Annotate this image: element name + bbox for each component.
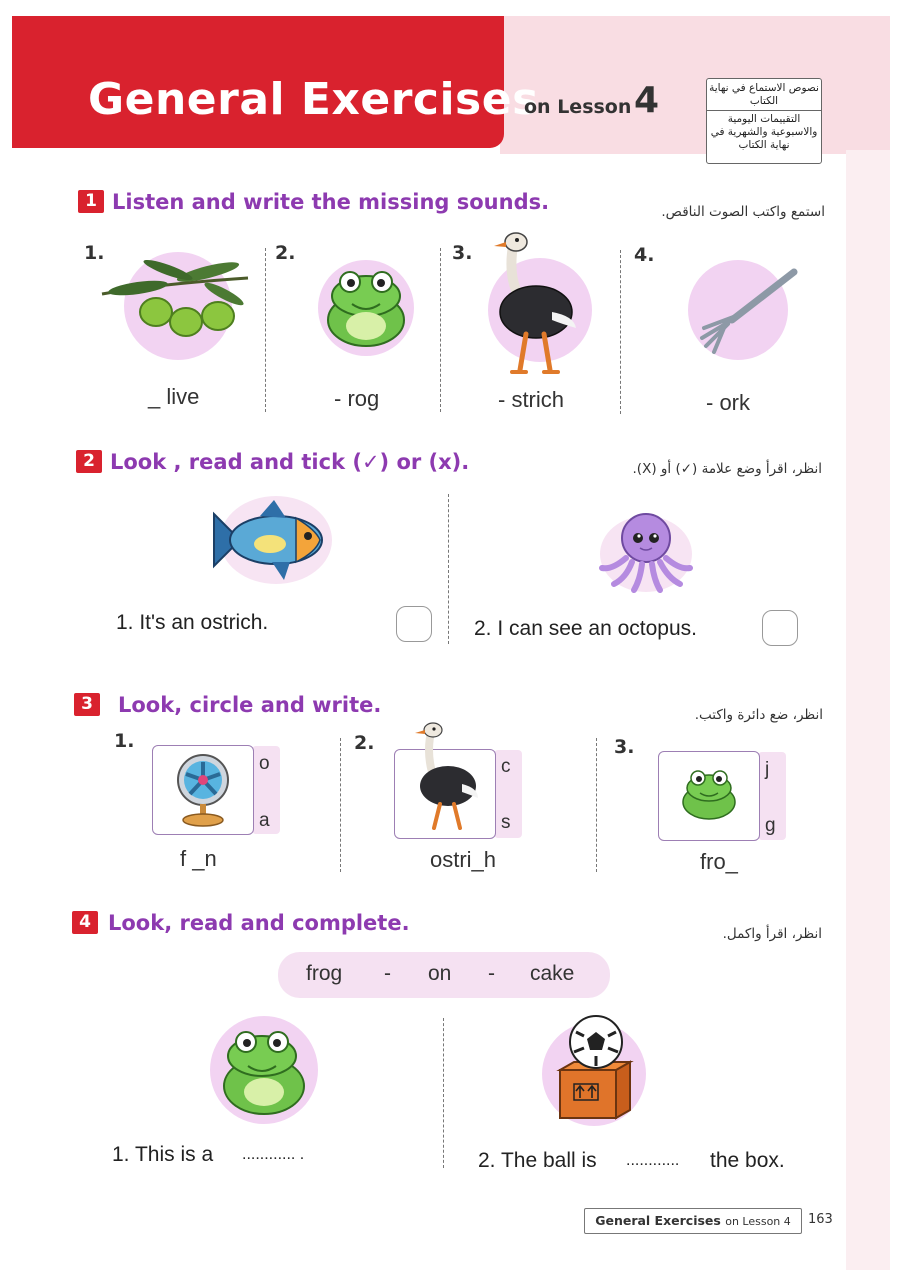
s1-item-4-number: 4. [634, 244, 655, 266]
section-2-number: 2 [76, 450, 102, 473]
page-title: General Exercises [88, 74, 539, 125]
s3-item-3-word: fro_ [700, 849, 738, 874]
section-1-number: 1 [78, 190, 104, 213]
s4-item-2-text-end: the box. [710, 1149, 785, 1172]
s4-item-1-text: 1. This is a [112, 1143, 214, 1166]
footer-label [584, 1208, 802, 1234]
s1-item-1-word: _ live [148, 384, 200, 409]
frog-icon [206, 1014, 322, 1126]
section-2-arabic: انظر، اقرأ وضع علامة (✓) أو (X). [632, 461, 822, 477]
ostrich-icon [486, 230, 596, 380]
fan-icon [172, 752, 234, 828]
word-bank-word: cake [530, 962, 575, 985]
divider [265, 248, 266, 412]
word-bank-word: on [428, 962, 452, 985]
s4-item-1-blank[interactable]: ............ . [242, 1146, 305, 1163]
note-listening-text: نصوص الاستماع في نهاية الكتاب [707, 79, 821, 111]
s3-item-3-number: 3. [614, 736, 635, 758]
section-1-arabic: استمع واكتب الصوت الناقص. [661, 204, 825, 220]
s3-item-2-top-letter[interactable]: c [501, 756, 511, 777]
section-1-title: Listen and write the missing sounds. [112, 190, 550, 214]
word-bank-word: frog [306, 962, 343, 985]
s1-item-3-word: - strich [498, 387, 564, 412]
section-2-title: Look , read and tick (✓) or (x). [110, 450, 470, 474]
divider [340, 738, 341, 872]
lesson-subtitle: on Lesson [524, 96, 632, 118]
divider [448, 494, 449, 644]
s1-item-2-number: 2. [275, 242, 296, 264]
section-3-arabic: انظر، ضع دائرة واكتب. [694, 707, 823, 723]
tick-box[interactable] [762, 610, 798, 646]
s3-item-3-top-letter[interactable]: j [765, 759, 770, 780]
ball-on-box-icon [538, 1014, 650, 1128]
frog-icon [306, 258, 426, 358]
section-3-number: 3 [74, 693, 100, 716]
page-number: 163 [808, 1212, 833, 1227]
s2-item-1-sentence: 1. It's an ostrich. [116, 611, 269, 634]
s3-item-2-bottom-letter[interactable]: s [501, 812, 511, 833]
header-pink-band [500, 16, 890, 154]
fish-icon [200, 490, 340, 590]
tick-box[interactable] [396, 606, 432, 642]
s1-item-4-word: - ork [706, 390, 750, 415]
divider [620, 250, 621, 414]
section-4-arabic: انظر، اقرأ واكمل. [722, 926, 822, 942]
divider [443, 1018, 444, 1168]
fork-icon [684, 258, 804, 362]
s3-item-3-bottom-letter[interactable]: g [765, 815, 776, 836]
footer-title: General Exercises [595, 1213, 721, 1228]
olive-icon [98, 250, 258, 362]
right-margin-strip [846, 150, 890, 1270]
section-4-number: 4 [72, 911, 98, 934]
s3-item-1-word: f _n [180, 846, 217, 871]
s3-item-1-number: 1. [114, 730, 135, 752]
section-4-title: Look, read and complete. [108, 911, 410, 935]
frog-icon [676, 764, 742, 824]
word-bank-separator: - [488, 962, 495, 985]
s3-item-2-number: 2. [354, 732, 375, 754]
s3-item-1-top-letter[interactable]: o [259, 753, 270, 774]
divider [440, 248, 441, 412]
octopus-icon [592, 508, 702, 594]
s1-item-3-number: 3. [452, 242, 473, 264]
s4-item-2-blank[interactable]: ............ [626, 1152, 680, 1169]
section-3-title: Look, circle and write. [118, 693, 382, 717]
s1-item-1-number: 1. [84, 242, 105, 264]
note-assessments-text: التقييمات اليومية والاسبوعية والشهرية في نهاية الكتاب [710, 113, 818, 151]
word-bank-separator: - [384, 962, 391, 985]
ostrich-icon [410, 720, 482, 832]
s2-item-2-sentence: 2. I can see an octopus. [474, 617, 697, 640]
s3-item-1-bottom-letter[interactable]: a [259, 810, 270, 831]
s3-item-2-word: ostri_h [430, 847, 497, 872]
s4-item-2-text: 2. The ball is [478, 1149, 597, 1172]
reference-note-box [706, 78, 822, 164]
footer-lesson: on Lesson 4 [725, 1215, 791, 1228]
lesson-number: 4 [634, 80, 660, 121]
divider [596, 738, 597, 872]
s1-item-2-word: - rog [334, 386, 380, 411]
